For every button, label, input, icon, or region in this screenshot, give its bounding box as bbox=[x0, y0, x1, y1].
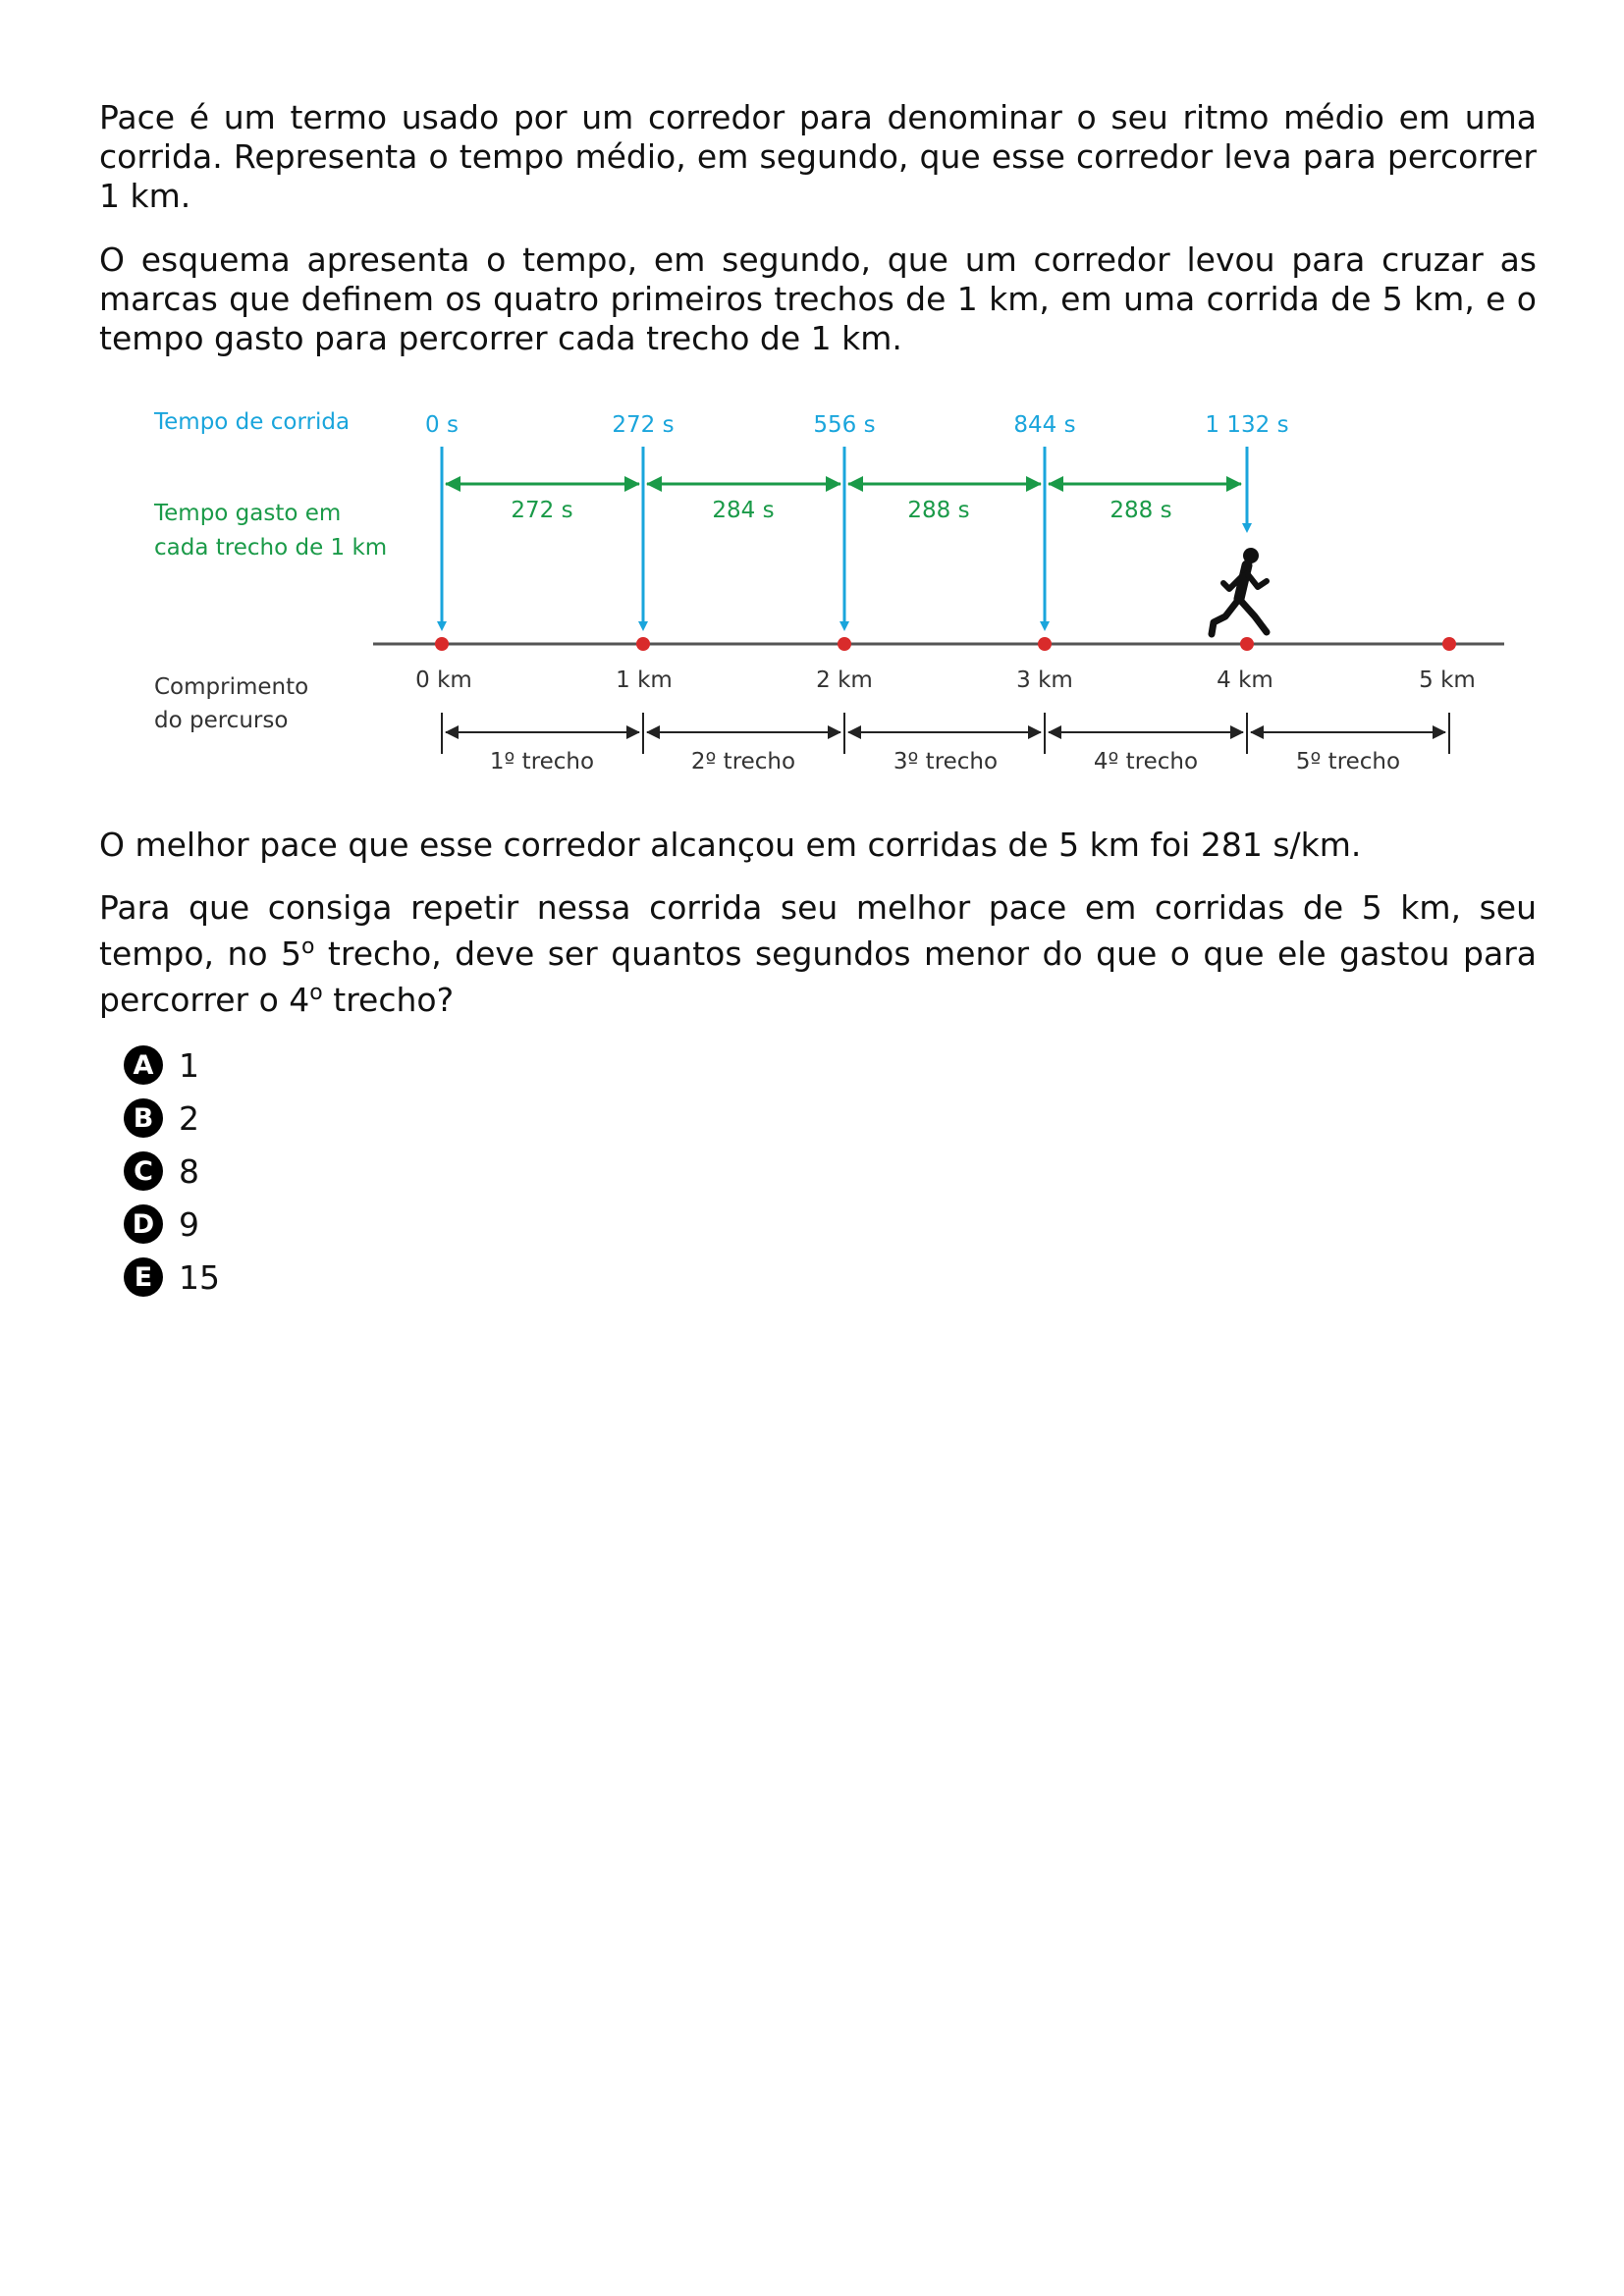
time-label-4: 1 132 s bbox=[1205, 412, 1289, 438]
spent-label-1: 272 s bbox=[511, 498, 573, 523]
label-tempo-gasto-line2: cada trecho de 1 km bbox=[154, 535, 388, 561]
question-text-a: Para que consiga repetir nessa corrida seu melhor pace em corridas de 5 km, seu tempo, no 5 bbox=[99, 888, 1537, 973]
option-a[interactable] bbox=[124, 1039, 220, 1092]
option-c-letter[interactable]: C bbox=[124, 1151, 163, 1191]
segment-label-3: 3º trecho bbox=[893, 749, 999, 774]
spent-label-2: 284 s bbox=[712, 498, 775, 523]
km-label-5: 5 km bbox=[1419, 667, 1476, 693]
time-label-2: 556 s bbox=[813, 412, 876, 438]
segment-label-5: 5º trecho bbox=[1295, 749, 1401, 774]
paragraph-pace-definition: Pace é um termo usado por um corredor para denominar o seu ritmo médio em uma corrida. Representa o tempo médio, em segundo, que esse corredor leva para percorrer 1 km. bbox=[99, 98, 1537, 215]
time-label-1: 272 s bbox=[612, 412, 675, 438]
km-dot-5 bbox=[1442, 637, 1456, 651]
label-comprimento-line1: Comprimento bbox=[154, 674, 309, 700]
race-diagram bbox=[0, 373, 1624, 785]
option-d[interactable] bbox=[124, 1198, 220, 1251]
paragraph-scheme-description: O esquema apresenta o tempo, em segundo, que um corredor levou para cruzar as marcas que definem os quatro primeiros trechos de 1 km, em uma corrida de 5 km, e o tempo gasto para percorrer cada trecho de 1 km. bbox=[99, 240, 1537, 357]
option-c[interactable] bbox=[124, 1145, 220, 1198]
spent-label-3: 288 s bbox=[907, 498, 970, 523]
ordinal-superscript-5: o bbox=[301, 934, 315, 959]
option-a-text[interactable]: 1 bbox=[179, 1045, 199, 1085]
time-label-3: 844 s bbox=[1013, 412, 1076, 438]
question-text-c: trecho? bbox=[322, 981, 455, 1019]
km-label-0: 0 km bbox=[415, 667, 472, 693]
km-dot-3 bbox=[1038, 637, 1052, 651]
paragraph-best-pace: O melhor pace que esse corredor alcançou em corridas de 5 km foi 281 s/km. bbox=[99, 826, 1362, 864]
option-b[interactable] bbox=[124, 1092, 220, 1145]
answer-options bbox=[124, 1039, 220, 1304]
option-e-letter[interactable]: E bbox=[124, 1257, 163, 1297]
label-comprimento-line2: do percurso bbox=[154, 708, 289, 733]
ordinal-superscript-4: o bbox=[309, 981, 323, 1005]
option-e-text[interactable]: 15 bbox=[179, 1257, 220, 1297]
paragraph-question bbox=[99, 888, 1537, 1020]
question-text-b: trecho, deve ser quantos segundos menor do que o que ele gastou para percorrer o 4 bbox=[99, 934, 1537, 1019]
option-d-letter[interactable]: D bbox=[124, 1204, 163, 1244]
segment-label-2: 2º trecho bbox=[690, 749, 796, 774]
km-dot-2 bbox=[838, 637, 851, 651]
segment-label-4: 4º trecho bbox=[1093, 749, 1199, 774]
option-d-text[interactable]: 9 bbox=[179, 1204, 199, 1244]
km-dot-1 bbox=[636, 637, 650, 651]
km-label-1: 1 km bbox=[616, 667, 673, 693]
label-tempo-gasto-line1: Tempo gasto em bbox=[154, 501, 342, 526]
option-e[interactable] bbox=[124, 1251, 220, 1304]
label-tempo-de-corrida: Tempo de corrida bbox=[154, 409, 351, 435]
km-dot-4 bbox=[1240, 637, 1254, 651]
segment-label-1: 1º trecho bbox=[489, 749, 595, 774]
km-label-3: 3 km bbox=[1016, 667, 1073, 693]
km-dot-0 bbox=[435, 637, 449, 651]
option-a-letter[interactable]: A bbox=[124, 1045, 163, 1085]
km-label-2: 2 km bbox=[816, 667, 873, 693]
spent-label-4: 288 s bbox=[1110, 498, 1172, 523]
option-b-text[interactable]: 2 bbox=[179, 1098, 199, 1138]
option-b-letter[interactable]: B bbox=[124, 1098, 163, 1138]
option-c-text[interactable]: 8 bbox=[179, 1151, 199, 1191]
runner-icon bbox=[1212, 548, 1267, 634]
km-label-4: 4 km bbox=[1217, 667, 1273, 693]
time-label-0: 0 s bbox=[425, 412, 459, 438]
